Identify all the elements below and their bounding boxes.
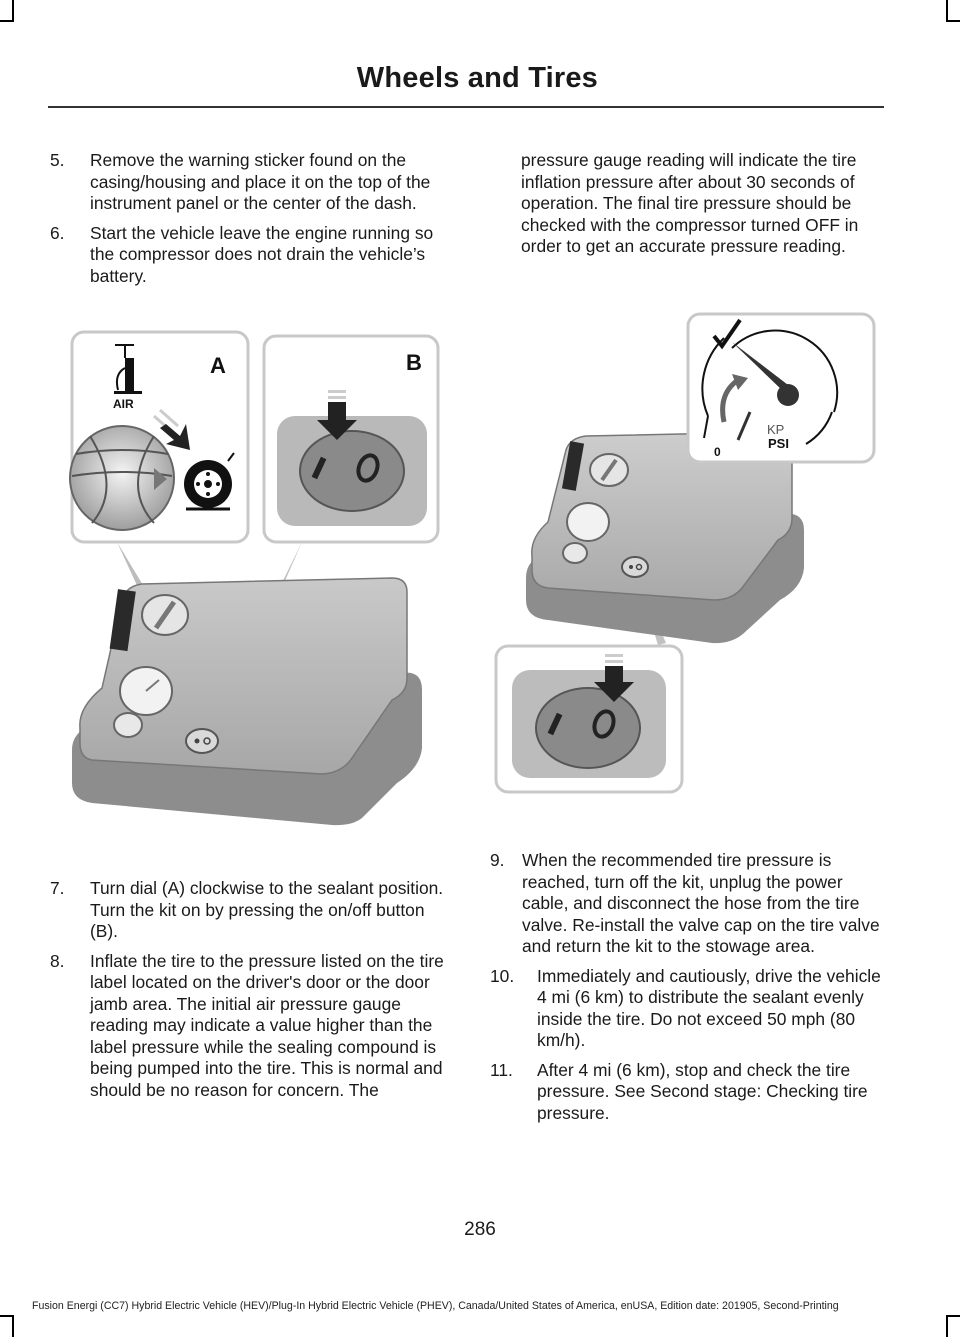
dial-closeup xyxy=(70,426,174,530)
crop-mark xyxy=(12,0,14,22)
step-number: 5. xyxy=(50,150,65,170)
crop-mark xyxy=(946,1315,960,1317)
step-text: Remove the warning sticker found on the casing/housing and place it on the top of the instrument panel or the center of the dash. xyxy=(90,150,431,213)
gauge-unit-kp: KP xyxy=(767,422,785,437)
step-number: 11. xyxy=(490,1059,513,1080)
air-label: AIR xyxy=(113,397,134,411)
crop-mark xyxy=(946,20,960,22)
step-text: Turn dial (A) clockwise to the sealant position. Turn the kit on by pressing the on/off button (B). xyxy=(90,878,444,941)
right-bottom-steps xyxy=(490,850,882,1132)
crop-mark xyxy=(946,0,948,22)
button-panel xyxy=(496,646,682,792)
step-10 xyxy=(490,966,882,1052)
step-text: When the recommended tire pressure is reached, turn off the kit, unplug the power cable, and disconnect the hose from the tire valve. Re-install the valve cap on the tire valve and return the kit to the stowage area. xyxy=(522,850,880,956)
compressor-box xyxy=(72,578,422,825)
crop-mark xyxy=(12,1315,14,1337)
compressor-gauge-figure xyxy=(492,308,882,796)
panel-b xyxy=(264,336,438,542)
panel-a xyxy=(70,332,248,542)
step-number: 10. xyxy=(490,965,515,986)
continued-paragraph: pressure gauge reading will indicate the tire inflation pressure after about 30 seconds of operation. The final tire pressure should be checked with the compressor turned OFF in order to get an accurate pressure reading. xyxy=(521,150,859,256)
gauge-unit-psi: PSI xyxy=(768,436,789,451)
label-a: A xyxy=(210,353,226,378)
step-number: 6. xyxy=(50,222,65,243)
compressor-dial-button-figure xyxy=(62,328,452,838)
step-number: 7. xyxy=(50,878,65,898)
crop-mark xyxy=(0,20,14,22)
step-7 xyxy=(50,878,450,943)
step-5 xyxy=(50,150,450,215)
compressor-box xyxy=(526,432,804,643)
step-text: Start the vehicle leave the engine running so the compressor does not drain the vehicle’s battery. xyxy=(90,222,434,286)
page-title: Wheels and Tires xyxy=(356,62,598,94)
gauge-zero: 0 xyxy=(714,445,721,459)
crop-mark xyxy=(946,1315,948,1337)
step-text: After 4 mi (6 km), stop and check the tire pressure. See Second stage: Checking tire pressure. xyxy=(537,1059,868,1123)
footer-text: Fusion Energi (CC7) Hybrid Electric Vehicle (HEV)/Plug-In Hybrid Electric Vehicle (PHEV), Canada/United States of America, enUSA, Edition date: 201905, Second-Printing xyxy=(32,1300,839,1312)
step-text: Immediately and cautiously, drive the vehicle 4 mi (6 km) to distribute the sealant evenly inside the tire. Do not exceed 50 mph (80 km/h). xyxy=(537,965,881,1050)
step-9 xyxy=(490,850,882,958)
step-8 xyxy=(50,951,450,1102)
step-text: Inflate the tire to the pressure listed on the tire label located on the driver's door or the door jamb area. The initial air pressure gauge reading may indicate a value higher than the label pressure while the sealing compound is being pumped into the tire. This is normal and should be no reason for concern. The xyxy=(90,950,444,1100)
step-number: 9. xyxy=(490,850,505,870)
right-top-paragraph xyxy=(521,150,881,258)
step-6 xyxy=(50,223,450,288)
step-11 xyxy=(490,1060,882,1125)
page-number: 286 xyxy=(464,1219,496,1240)
left-top-steps xyxy=(50,150,450,295)
header-rule xyxy=(48,106,884,108)
crop-mark xyxy=(0,1315,14,1317)
gauge-panel xyxy=(688,314,874,462)
label-b: B xyxy=(406,350,422,375)
left-bottom-steps xyxy=(50,878,450,1109)
step-number: 8. xyxy=(50,950,65,971)
